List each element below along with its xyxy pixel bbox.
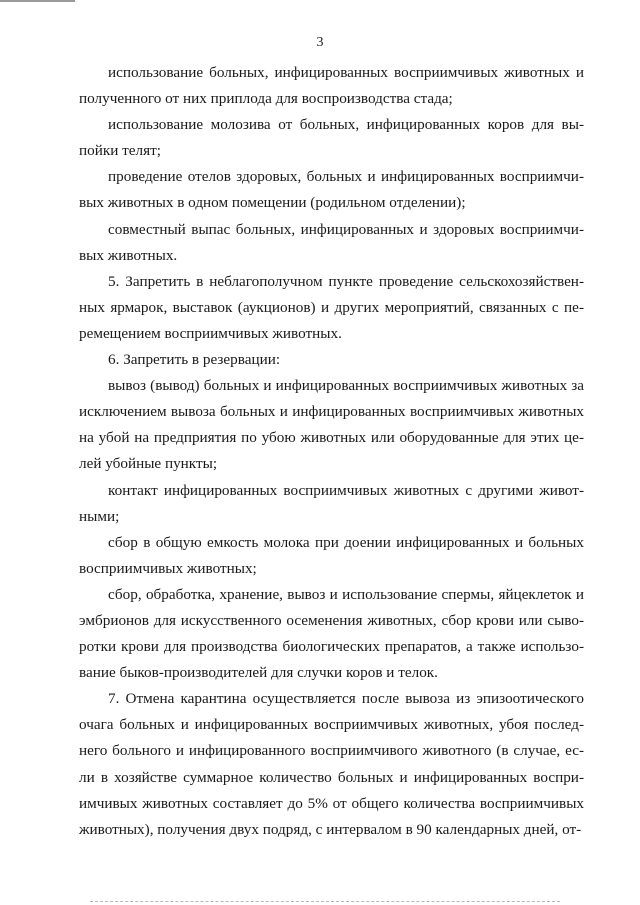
document-body xyxy=(79,60,584,843)
scan-edge-bottom xyxy=(90,901,560,903)
paragraph-9: сбор в общую емкость молока при доении инфицированных и больных восприимчивых животных; xyxy=(79,533,584,577)
paragraph-2: использование молозива от больных, инфицированных коров для выпойки телят; xyxy=(79,116,584,160)
paragraph-10: сбор, обработка, хранение, вывоз и использование спермы, яйцеклеток и эмбрионов для искусственного осеменения животных, сбор крови или сыворотки крови для производства биологических препаратов, а также использование быков-производителей для случки коров и телок. xyxy=(79,585,584,682)
paragraph-7: вывоз (вывод) больных и инфицированных восприимчивых животных за исключением вывоза больных и инфицированных восприимчивых животных на убой на предприятия по убою животных или оборудованные для этих целей убойные пункты; xyxy=(79,377,584,473)
scan-edge-top xyxy=(0,0,75,2)
paragraph-1: использование больных, инфицированных восприимчивых животных и полученного от них приплода для воспроизводства стада; xyxy=(79,64,584,108)
paragraph-4: совместный выпас больных, инфицированных и здоровых восприимчивых животных. xyxy=(79,220,584,264)
paragraph-11: 7. Отмена карантина осуществляется после вывоза из эпизоотического очага больных и инфицированных восприимчивых животных, убоя последнего больного и инфицированного восприимчивого животного (в случае, если в хозяйстве суммарное количество больных и инфицированных восприимчивых животных составляет до 5% от общего количества восприимчивых животных), получения двух подряд, с интервалом в 90 календарных дней, от- xyxy=(79,690,584,838)
paragraph-6: 6. Запретить в резервации: xyxy=(108,351,281,369)
paragraph-8: контакт инфицированных восприимчивых животных с другими животными; xyxy=(79,481,584,525)
paragraph-5: 5. Запретить в неблагополучном пункте проведение сельскохозяйственных ярмарок, выставок (аукционов) и других мероприятий, связанных с перемещением восприимчивых животных. xyxy=(79,272,584,342)
page-number: 3 xyxy=(316,35,324,50)
paragraph-3: проведение отелов здоровых, больных и инфицированных восприимчивых животных в одном помещении (родильном отделении); xyxy=(79,168,584,212)
